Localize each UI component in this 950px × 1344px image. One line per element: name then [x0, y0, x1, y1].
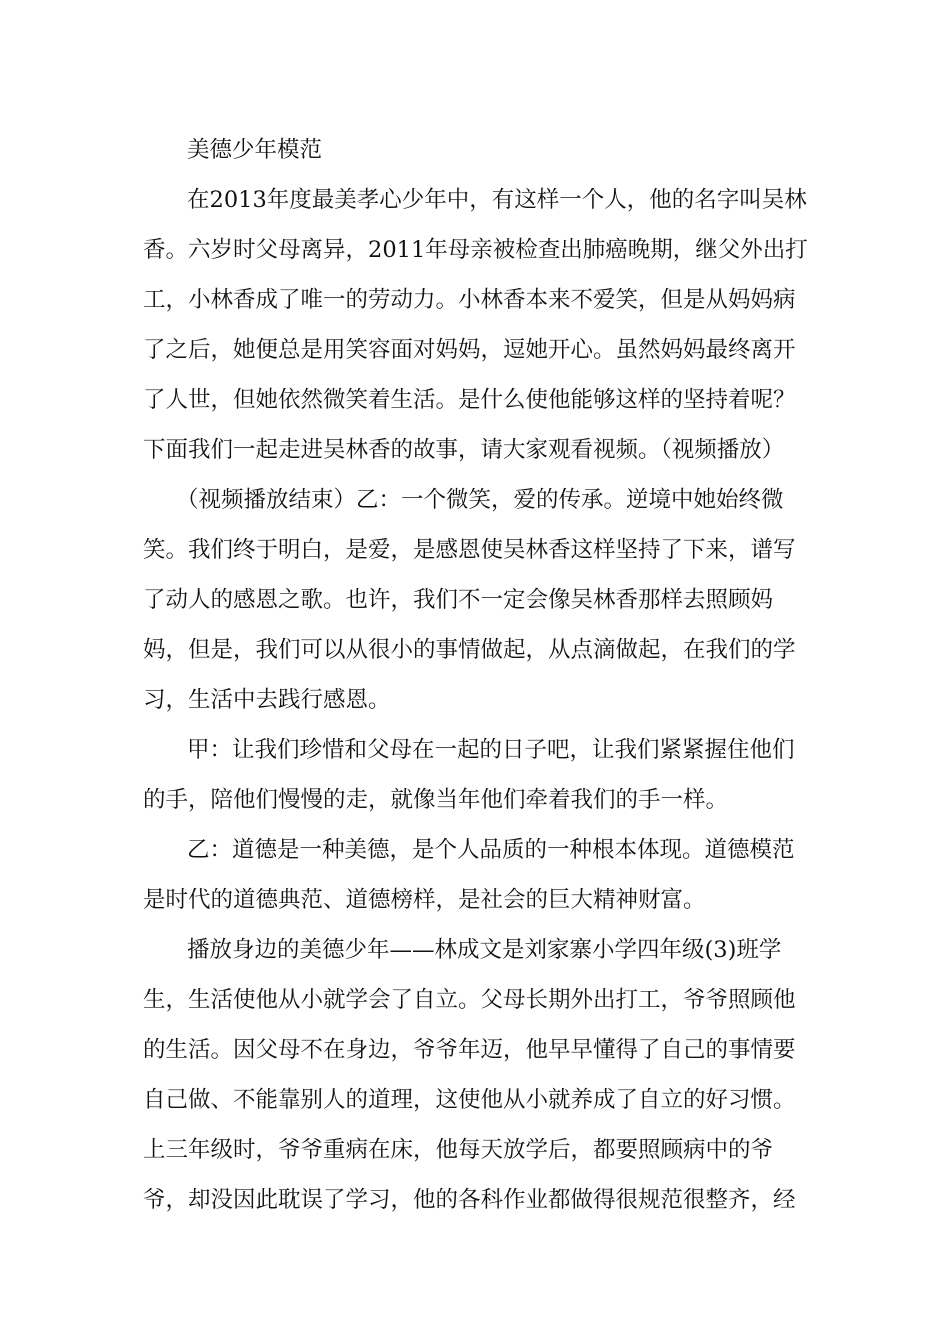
text-line-9: 了动人的感恩之歌。也许，我们不一定会像吴林香那样去照顾妈	[143, 587, 774, 613]
text-line-1: 在2013年度最美孝心少年中，有这样一个人，他的名字叫吴林	[187, 187, 807, 213]
text-line-4: 了之后，她便总是用笑容面对妈妈，逗她开心。虽然妈妈最终离开	[143, 337, 796, 363]
text-line-15: 是时代的道德典范、道德榜样，是社会的巨大精神财富。	[143, 887, 706, 913]
text-line-7: （视频播放结束）乙：一个微笑，爱的传承。逆境中她始终微	[176, 487, 784, 513]
document-title: 美德少年模范	[187, 137, 323, 163]
text-line-3: 工，小林香成了唯一的劳动力。小林香本来不爱笑，但是从妈妈病	[143, 287, 796, 313]
text-line-14: 乙：道德是一种美德，是个人品质的一种根本体现。道德模范	[187, 837, 795, 863]
text-line-2: 香。六岁时父母离异，2011年母亲被检查出肺癌晚期，继父外出打	[143, 237, 808, 263]
text-line-5: 了人世，但她依然微笑着生活。是什么使他能够这样的坚持着呢？	[143, 387, 796, 413]
text-line-8: 笑。我们终于明白，是爱，是感恩使吴林香这样坚持了下来，谱写	[143, 537, 796, 563]
text-line-6: 下面我们一起走进吴林香的故事，请大家观看视频。（视频播放）	[143, 437, 785, 463]
text-line-10: 妈，但是，我们可以从很小的事情做起，从点滴做起，在我们的学	[143, 637, 796, 663]
text-line-19: 自己做、不能靠别人的道理，这使他从小就养成了自立的好习惯。	[143, 1087, 796, 1113]
text-line-17: 生，生活使他从小就学会了自立。父母长期外出打工，爷爷照顾他	[143, 987, 796, 1013]
text-line-20: 上三年级时，爷爷重病在床，他每天放学后，都要照顾病中的爷	[143, 1137, 774, 1163]
text-line-11: 习，生活中去践行感恩。	[143, 687, 391, 713]
text-line-18: 的生活。因父母不在身边，爷爷年迈，他早早懂得了自己的事情要	[143, 1037, 796, 1063]
text-line-21: 爷，却没因此耽误了学习，他的各科作业都做得很规范很整齐，经	[143, 1187, 796, 1213]
text-line-13: 的手，陪他们慢慢的走，就像当年他们牵着我们的手一样。	[143, 787, 729, 813]
text-line-12: 甲：让我们珍惜和父母在一起的日子吧，让我们紧紧握住他们	[187, 737, 795, 763]
text-line-16: 播放身边的美德少年——林成文是刘家寨小学四年级(3)班学	[187, 937, 782, 963]
